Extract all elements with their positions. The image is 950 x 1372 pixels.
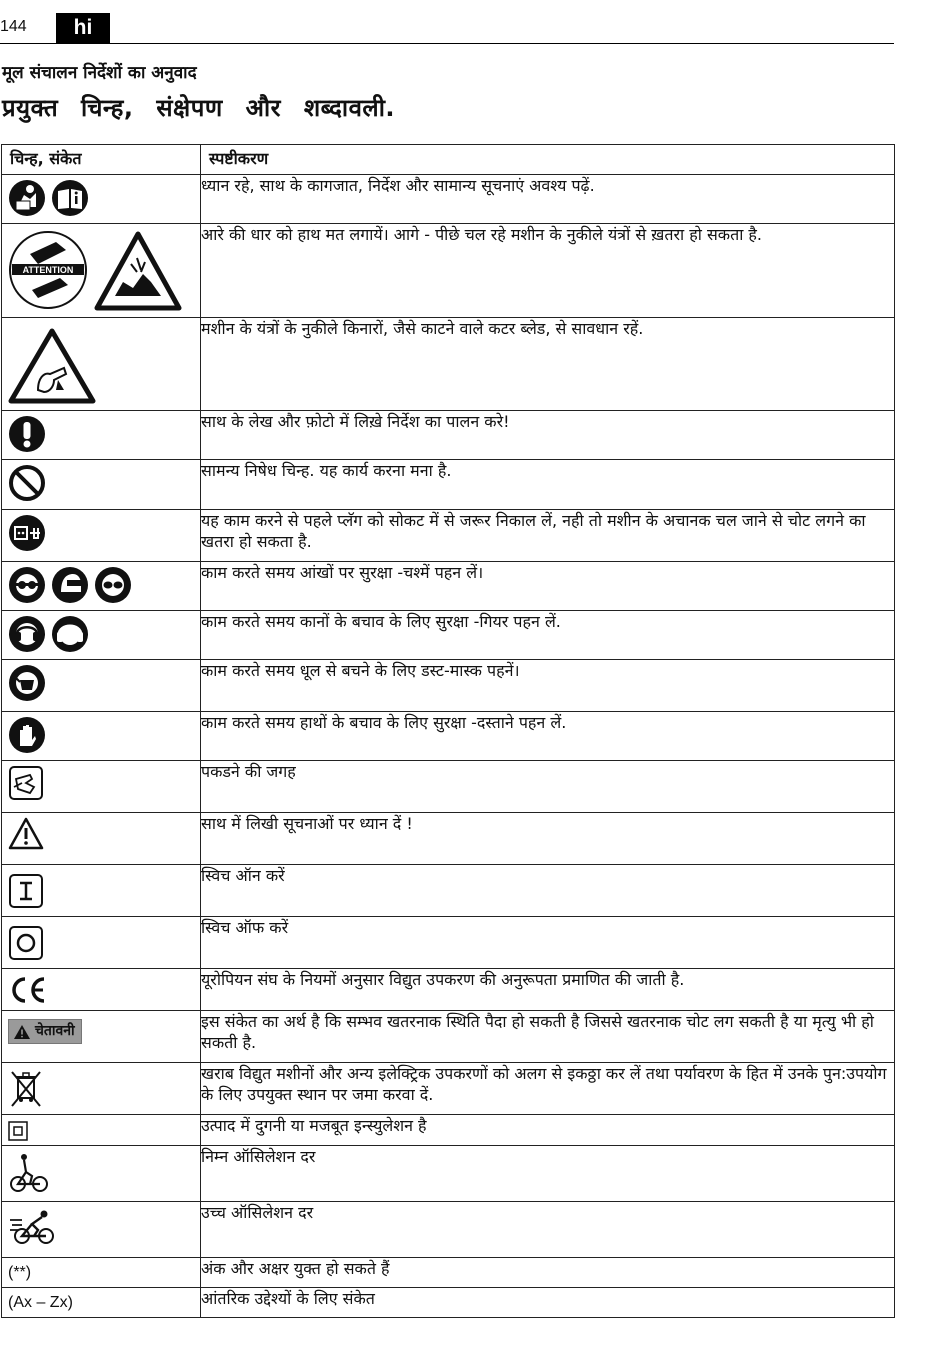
- table-row: [2, 917, 895, 969]
- row-explanation: काम करते समय धूल से बचने के लिए डस्ट-मास्क पहनें।: [201, 660, 895, 712]
- column-header-symbol: चिन्ह, संकेत: [2, 145, 201, 175]
- table-row: [2, 1011, 895, 1063]
- table-row: [2, 1146, 895, 1202]
- table-row: [2, 1063, 895, 1115]
- row-explanation: उत्पाद में दुगनी या मजबूत इन्स्युलेशन है: [201, 1115, 895, 1146]
- table-row: [2, 611, 895, 660]
- double-insulation-icon: [8, 1121, 28, 1141]
- row-explanation: निम्न ऑसिलेशन दर: [201, 1146, 895, 1202]
- read-manual-icon: [8, 179, 46, 217]
- table-row: [2, 969, 895, 1011]
- row-explanation: अंक और अक्षर युक्त हो सकते हैं: [201, 1258, 895, 1288]
- warning-label-icon: [13, 1024, 31, 1040]
- table-header-row: [2, 145, 895, 175]
- row-explanation: आंतरिक उद्देश्यों के लिए संकेत: [201, 1288, 895, 1318]
- weee-bin-icon: [8, 1068, 44, 1108]
- table-row: [2, 813, 895, 865]
- mandatory-exclamation-icon: [8, 415, 46, 453]
- row-explanation: स्विच ऑन करें: [201, 865, 895, 917]
- row-explanation: आरे की धार को हाथ मत लगायें। आगे - पीछे चल रहे मशीन के नुकीले यंत्रों से ख़तरा हो सकता है.: [201, 224, 895, 318]
- page-title: प्रयुक्त चिन्ह, संक्षेपण और शब्दावली.: [2, 94, 396, 122]
- safety-glasses-icon: [94, 566, 132, 604]
- symbols-table: [1, 144, 895, 1318]
- row-explanation: यूरोपियन संघ के नियमों अनुसार विद्युत उपकरण की अनुरूपता प्रमाणित की जाती है.: [201, 969, 895, 1011]
- warning-label: [8, 1019, 82, 1044]
- attention-sharp-blade-icon: [8, 230, 88, 310]
- column-header-explanation: स्पष्टीकरण: [201, 145, 895, 175]
- page-number: 144: [0, 18, 27, 35]
- language-badge: hi: [56, 13, 110, 43]
- general-warning-icon: [8, 817, 44, 851]
- document-subtitle: मूल संचालन निर्देशों का अनुवाद: [2, 63, 197, 83]
- fast-cyclist-icon: [8, 1208, 60, 1248]
- switch-on-icon: [8, 873, 44, 909]
- table-row: [2, 411, 895, 460]
- manual-info-icon: [51, 179, 89, 217]
- row-explanation: काम करते समय हाथों के बचाव के लिए सुरक्षा -दस्ताने पहन लें.: [201, 712, 895, 761]
- table-row: [2, 1202, 895, 1258]
- goggles-icon: [8, 566, 46, 604]
- row-explanation: काम करते समय आंखों पर सुरक्षा -चश्में पहन लें।: [201, 562, 895, 611]
- table-row: [2, 865, 895, 917]
- row-explanation: काम करते समय कानों के बचाव के लिए सुरक्षा -गियर पहन लें.: [201, 611, 895, 660]
- row-explanation: ध्यान रहे, साथ के कागजात, निर्देश और सामान्य सूचनाएं अवश्य पढ़ें.: [201, 175, 895, 224]
- row-explanation: स्विच ऑफ करें: [201, 917, 895, 969]
- ear-protection-icon: [8, 615, 46, 653]
- row-explanation: इस संकेत का अर्थ है कि सम्भव खतरनाक स्थिति पैदा हो सकती है जिससे खतरनाक चोट लग सकती है या मृत्यु भी हो सकती है.: [201, 1011, 895, 1063]
- table-row: [2, 224, 895, 318]
- switch-off-icon: [8, 925, 44, 961]
- table-row: [2, 562, 895, 611]
- row-explanation: साथ में लिखी सूचनाओं पर ध्यान दें !: [201, 813, 895, 865]
- table-row: [2, 175, 895, 224]
- row-explanation: खराब विद्युत मशीनों और अन्य इलेक्ट्रिक उपकरणों को अलग से इकठ्ठा कर लें तथा पर्यावरण के हित में उनके पुन:उपयोग के लिए उपयुक्त स्थान पर जमा करवा दें.: [201, 1063, 895, 1115]
- table-row: [2, 660, 895, 712]
- warning-label-text: चेतावनी: [35, 1023, 75, 1039]
- ear-muffs-icon: [51, 615, 89, 653]
- symbol-text: (**): [8, 1264, 32, 1281]
- table-row: [2, 510, 895, 562]
- symbol-text: (Ax – Zx): [8, 1294, 73, 1311]
- sharp-edges-warning-icon: [93, 230, 183, 312]
- table-row: [2, 1258, 895, 1288]
- row-explanation: उच्च ऑसिलेशन दर: [201, 1202, 895, 1258]
- table-row: [2, 712, 895, 761]
- row-explanation: मशीन के यंत्रों के नुकीले किनारों, जैसे काटने वाले कटर ब्लेड, से सावधान रहें.: [201, 318, 895, 411]
- face-shield-icon: [51, 566, 89, 604]
- row-explanation: साथ के लेख और फ़ोटो में लिख़े निर्देश का पालन करे!: [201, 411, 895, 460]
- dust-mask-icon: [8, 664, 46, 702]
- cutting-hazard-warning-icon: [8, 328, 96, 404]
- table-row: [2, 460, 895, 510]
- unplug-icon: [8, 514, 46, 552]
- table-row: [2, 761, 895, 813]
- row-explanation: सामन्य निषेध चिन्ह. यह कार्य करना मना है.: [201, 460, 895, 510]
- svg-text:ATTENTION: ATTENTION: [22, 265, 74, 275]
- grip-area-icon: [8, 765, 44, 801]
- prohibition-icon: [8, 464, 46, 502]
- header-rule: [0, 43, 894, 44]
- row-explanation: यह काम करने से पहले प्लॅग को सोकट में से जरूर निकाल लें, नही तो मशीन के अचानक चल जाने से चोट लगने का खतरा हो सकता है.: [201, 510, 895, 562]
- ce-mark-icon: [8, 975, 48, 1005]
- row-explanation: पकडने की जगह: [201, 761, 895, 813]
- table-row: [2, 1115, 895, 1146]
- gloves-icon: [8, 716, 46, 754]
- slow-cyclist-icon: [8, 1152, 50, 1194]
- table-row: [2, 318, 895, 411]
- table-row: [2, 1288, 895, 1318]
